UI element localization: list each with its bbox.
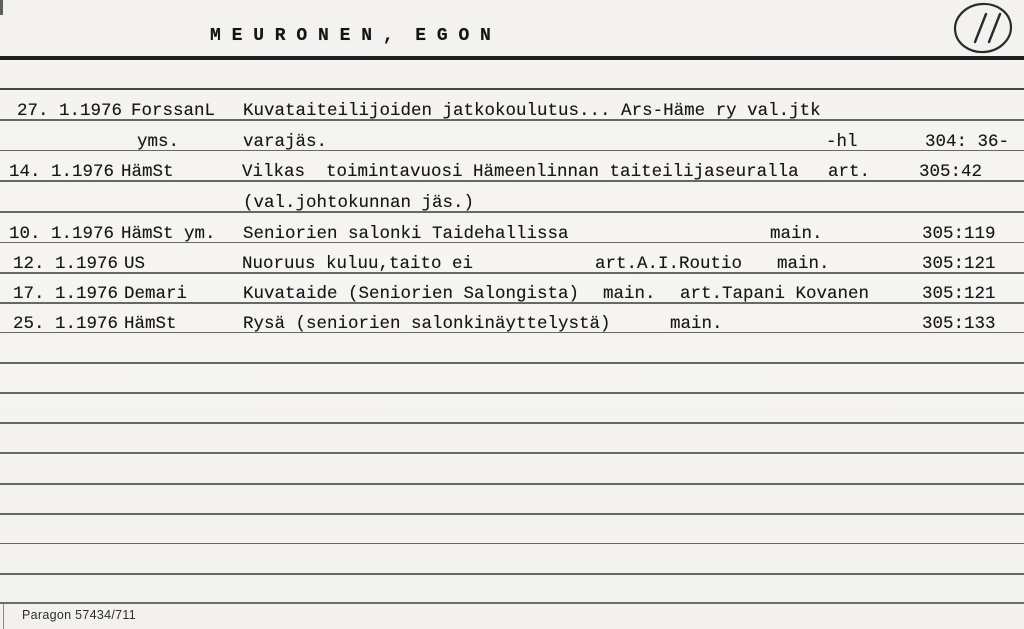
entry-source: HämSt: [124, 313, 177, 334]
entry-ref: 305:121: [922, 254, 996, 274]
entry-date: 10. 1.1976: [9, 223, 115, 244]
entry-source: US: [124, 254, 146, 274]
ruled-line: [0, 543, 1024, 545]
ruled-line: [0, 88, 1024, 90]
entry-ref: 305:121: [922, 284, 996, 304]
ruled-line: [0, 422, 1024, 424]
entry-desc: Kuvataiteilijoiden jatkokoulutus... Ars-Häme ry val.jtk: [243, 101, 821, 121]
entry-credit: -hl: [826, 131, 858, 152]
card-title: M E U R O N E N , E G O N: [210, 26, 491, 46]
entry-desc: Rysä (seniorien salonkinäyttelystä): [243, 313, 611, 334]
card-stock-brand: Paragon 57434/711: [22, 608, 136, 622]
entry-desc: Vilkas toimintavuosi Hämeenlinnan taiteilijaseuralla: [242, 162, 799, 182]
entry-desc: Kuvataide (Seniorien Salongista): [243, 284, 580, 304]
entry-source: ForssanL: [131, 101, 216, 121]
entry-ref: 305:119: [922, 223, 996, 244]
ruled-line: [0, 56, 1024, 60]
scan-edge-mark: [3, 604, 4, 629]
entry-date: 14. 1.1976: [9, 162, 115, 182]
entry-date: 17. 1.1976: [13, 284, 119, 304]
scan-edge-mark: [0, 0, 3, 15]
ruled-line: [0, 272, 1024, 274]
circled-page-number: [948, 0, 1018, 58]
entry-main: main.: [603, 284, 656, 304]
ruled-line: [0, 513, 1024, 515]
entry-ref: 305:42: [919, 162, 983, 182]
entry-desc: Nuoruus kuluu,taito ei: [242, 254, 474, 274]
entry-main: main.: [777, 254, 830, 274]
ruled-line: [0, 483, 1024, 485]
entry-desc-cont: varajäs.: [243, 131, 328, 152]
entry-author: art.A.I.Routio: [595, 254, 743, 274]
entry-main: main.: [670, 313, 723, 334]
entry-desc: Seniorien salonki Taidehallissa: [243, 223, 569, 244]
ruled-line: [0, 602, 1024, 604]
entry-main: main.: [770, 223, 823, 244]
ruled-line: [0, 573, 1024, 575]
entry-credit: art.: [828, 162, 871, 182]
entry-ref: 304: 36-: [925, 131, 1010, 152]
ruled-line: [0, 362, 1024, 364]
entry-ref: 305:133: [922, 313, 996, 334]
entry-source-cont: yms.: [137, 131, 180, 152]
entry-source: HämSt ym.: [121, 223, 216, 244]
circle-11-icon: [948, 0, 1018, 58]
entry-author: art.Tapani Kovanen: [680, 284, 870, 304]
entry-source: Demari: [124, 284, 188, 304]
entry-date: 25. 1.1976: [13, 313, 119, 334]
ruled-line: [0, 392, 1024, 394]
entry-source: HämSt: [121, 162, 174, 182]
ruled-line: [0, 452, 1024, 454]
entry-date: 12. 1.1976: [13, 254, 119, 274]
entry-desc-cont: (val.johtokunnan jäs.): [243, 193, 475, 213]
entry-date: 27. 1.1976: [17, 101, 123, 121]
ruled-line: [0, 211, 1024, 213]
